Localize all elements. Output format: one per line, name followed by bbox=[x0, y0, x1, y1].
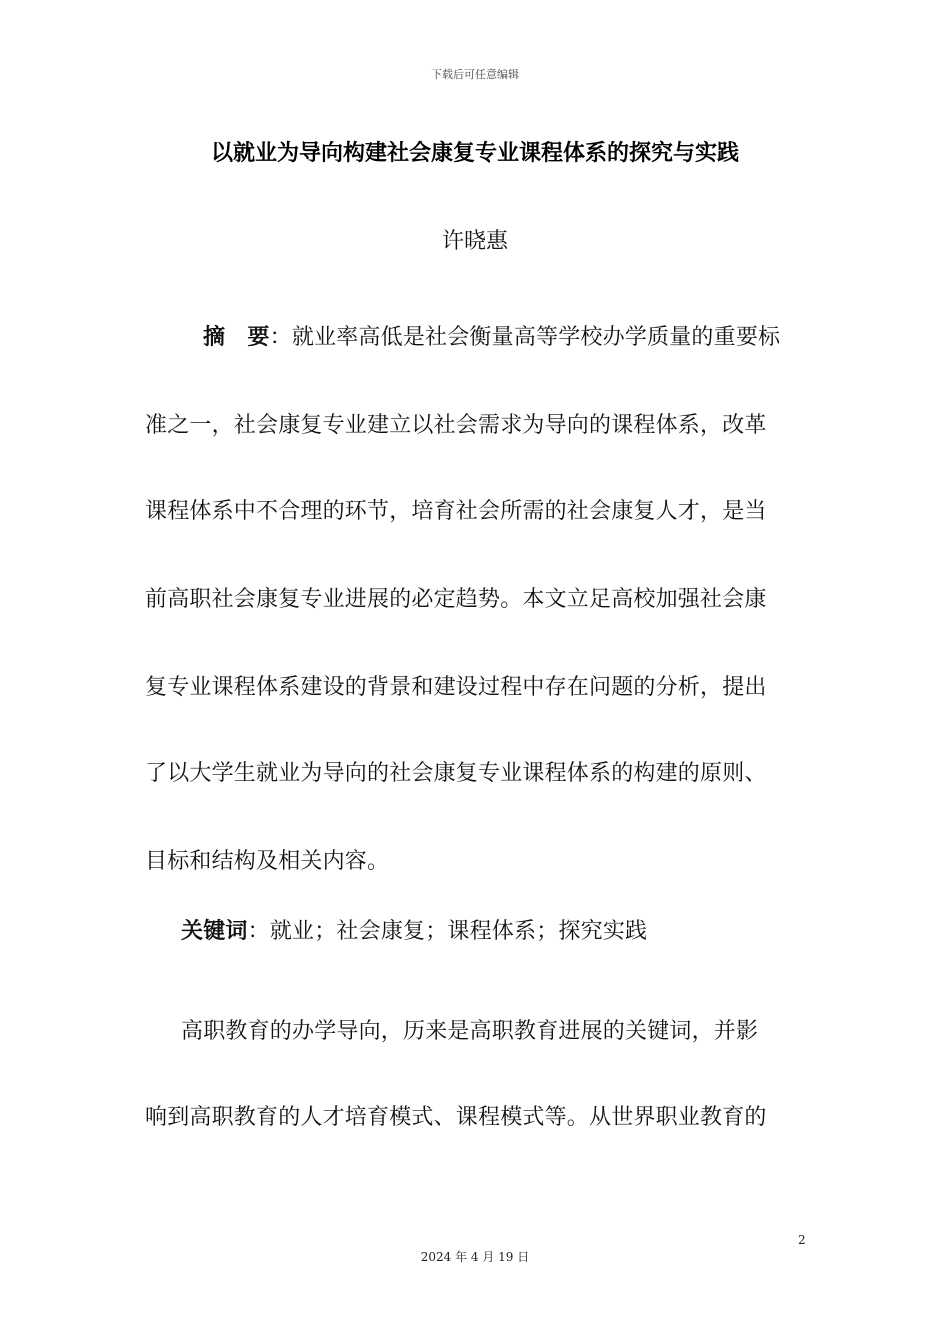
abstract-line: 目标和结构及相关内容。 bbox=[145, 849, 390, 874]
keywords-text: 就业；社会康复；课程体系；探究实践 bbox=[269, 919, 648, 944]
abstract-first-line bbox=[203, 320, 780, 351]
abstract-line: 课程体系中不合理的环节，培育社会所需的社会康复人才，是当 bbox=[145, 499, 767, 524]
document-title: 以就业为导向构建社会康复专业课程体系的探究与实践 bbox=[210, 141, 739, 166]
abstract-line: 复专业课程体系建设的背景和建设过程中存在问题的分析，提出 bbox=[145, 675, 767, 700]
body-line: 响到高职教育的人才培育模式、课程模式等。从世界职业教育的 bbox=[145, 1105, 767, 1130]
abstract-line: 就业率高低是社会衡量高等学校办学质量的重要标 bbox=[291, 325, 781, 350]
body-line: 高职教育的办学导向，历来是高职教育进展的关键词，并影 bbox=[181, 1019, 759, 1044]
keywords-label: 关键词 bbox=[181, 919, 248, 944]
abstract-colon: ： bbox=[269, 325, 292, 350]
abstract-line: 准之一，社会康复专业建立以社会需求为导向的课程体系，改革 bbox=[145, 413, 767, 438]
keywords-colon: ： bbox=[247, 919, 270, 944]
keywords-line bbox=[181, 914, 647, 945]
footer-date: 2024 年 4 月 19 日 bbox=[420, 1250, 530, 1264]
header-note: 下载后可任意编辑 bbox=[431, 68, 519, 81]
abstract-line: 前高职社会康复专业进展的必定趋势。本文立足高校加强社会康 bbox=[145, 587, 767, 612]
page-number: 2 bbox=[798, 1233, 806, 1247]
author-name: 许晓惠 bbox=[441, 229, 508, 254]
abstract-line: 了以大学生就业为导向的社会康复专业课程体系的构建的原则、 bbox=[145, 761, 767, 786]
abstract-label: 摘 要 bbox=[203, 325, 270, 350]
